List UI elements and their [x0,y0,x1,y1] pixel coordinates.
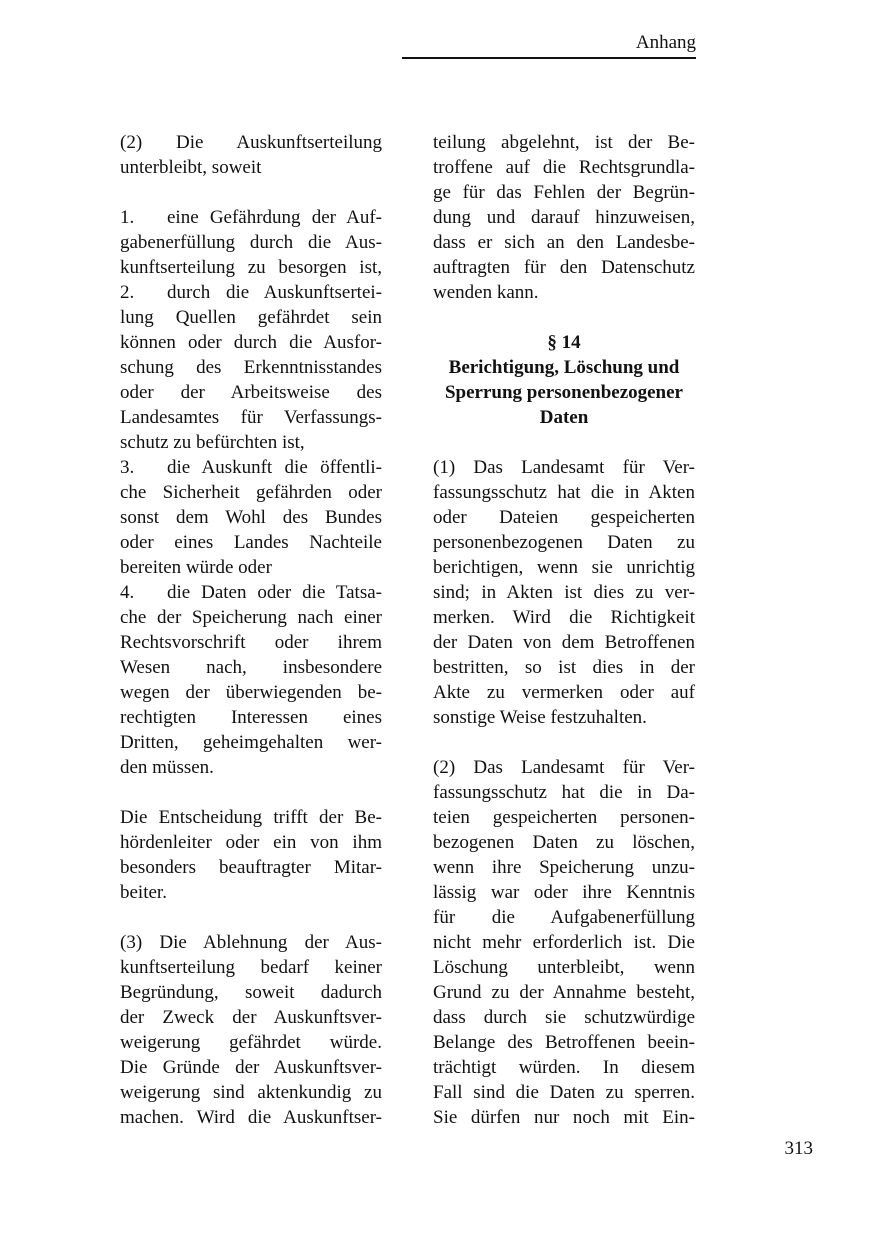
section-number: § 14 [547,332,581,353]
text-line: Dritten, geheimgehalten wer- [120,732,382,753]
text-line: sonst dem Wohl des Bundes [120,507,382,528]
text-line: machen. Wird die Auskunftser- [120,1107,382,1128]
text-line: sonstige Weise festzuhalten. [433,707,647,728]
text-line: dass er sich an den Landesbe- [433,232,695,253]
text-line: Rechtsvorschrift oder ihrem [120,632,382,653]
text-line: weigerung gefährdet würde. [120,1032,382,1053]
text-line: ge für das Fehlen der Begrün- [433,182,695,203]
text-line: Die Entscheidung trifft der Be- [120,807,382,828]
text-line: berichtigen, wenn sie unrichtig [433,557,695,578]
list-number: 4. [120,582,135,603]
text-line: lung Quellen gefährdet sein [120,307,382,328]
text-line: hördenleiter oder ein von ihm [120,832,382,853]
text-line: kunftserteilung bedarf keiner [120,957,382,978]
text-line: der Zweck der Auskunftsver- [120,1007,382,1028]
text-line: Begründung, soweit dadurch [120,982,382,1003]
text-line: troffene auf die Rechtsgrundla- [433,157,695,178]
text-line: bezogenen Daten zu löschen, [433,832,695,853]
text-line: che der Speicherung nach einer [120,607,382,628]
text-line: fassungsschutz hat die in Akten [433,482,695,503]
text-line: Löschung unterbleibt, wenn [433,957,695,978]
text-line: Belange des Betroffenen beein- [433,1032,695,1053]
text-line: merken. Wird die Richtigkeit [433,607,695,628]
page-number: 313 [784,1138,813,1159]
text-line: oder der Arbeitsweise des [120,382,382,403]
running-header: Anhang [635,32,696,53]
list-item-3 [120,455,382,480]
text-line: rechtigten Interessen eines [120,707,382,728]
text-line: unterbleibt, soweit [120,157,262,178]
text-line: bereiten würde oder [120,557,272,578]
text-line: dass durch sie schutzwürdige [433,1007,695,1028]
text-line: Wesen nach, insbesondere [120,657,382,678]
list-item-2 [120,280,382,305]
text-line: nicht mehr erforderlich ist. Die [433,932,695,953]
text-line: schung des Erkenntnisstandes [120,357,382,378]
text-line: Akte zu vermerken oder auf [433,682,695,703]
text-line: dung und darauf hinzuweisen, [433,207,695,228]
text-line: sind; in Akten ist dies zu ver- [433,582,695,603]
text-line: Fall sind die Daten zu sperren. [433,1082,695,1103]
section-title: Berichtigung, Löschung und [448,357,680,378]
text-line: fassungsschutz hat die in Da- [433,782,695,803]
list-number: 2. [120,282,135,303]
text-line: (2) Die Auskunftserteilung [120,132,382,153]
text-line: können oder durch die Ausfor- [120,332,382,353]
text-line: eine Gefährdung der Auf- [167,207,382,228]
text-line: für die Aufgabenerfüllung [433,907,695,928]
text-line: trächtigt würden. In diesem [433,1057,695,1078]
text-line: oder eines Landes Nachteile [120,532,382,553]
text-line: die Daten oder die Tatsa- [167,582,382,603]
text-line: den müssen. [120,757,214,778]
text-line: gabenerfüllung durch die Aus- [120,232,382,253]
section-title: Daten [539,407,589,428]
text-line: weigerung sind aktenkundig zu [120,1082,382,1103]
text-line: die Auskunft die öffentli- [167,457,382,478]
header-rule [402,57,696,59]
list-item-1 [120,205,382,230]
left-column [120,130,382,1130]
text-line: (2) Das Landesamt für Ver- [433,757,695,778]
text-line: wegen der überwiegenden be- [120,682,382,703]
text-line: teilung abgelehnt, ist der Be- [433,132,695,153]
text-line: durch die Auskunftsertei- [167,282,382,303]
text-line: schutz zu befürchten ist, [120,432,305,453]
text-line: beiter. [120,882,167,903]
text-line: teien gespeicherten personen- [433,807,695,828]
text-line: che Sicherheit gefährden oder [120,482,382,503]
text-line: oder Dateien gespeicherten [433,507,695,528]
text-line: wenden kann. [433,282,539,303]
list-number: 1. [120,207,135,228]
right-column [433,130,695,1130]
text-line: wenn ihre Speicherung unzu- [433,857,695,878]
text-line: der Daten von dem Betroffenen [433,632,695,653]
text-line: Die Gründe der Auskunftsver- [120,1057,382,1078]
text-line: kunftserteilung zu besorgen ist, [120,257,382,278]
text-line: bestritten, so ist dies in der [433,657,695,678]
text-line: lässig war oder ihre Kenntnis [433,882,695,903]
list-item-4 [120,580,382,605]
text-line: auftragten für den Datenschutz [433,257,695,278]
text-line: (3) Die Ablehnung der Aus- [120,932,382,953]
text-line: besonders beauftragter Mitar- [120,857,382,878]
section-title: Sperrung personenbezogener [444,382,683,403]
list-number: 3. [120,457,135,478]
text-line: Sie dürfen nur noch mit Ein- [433,1107,695,1128]
text-line: personenbezogenen Daten zu [433,532,695,553]
text-line: Grund zu der Annahme besteht, [433,982,695,1003]
text-line: Landesamtes für Verfassungs- [120,407,382,428]
text-line: (1) Das Landesamt für Ver- [433,457,695,478]
